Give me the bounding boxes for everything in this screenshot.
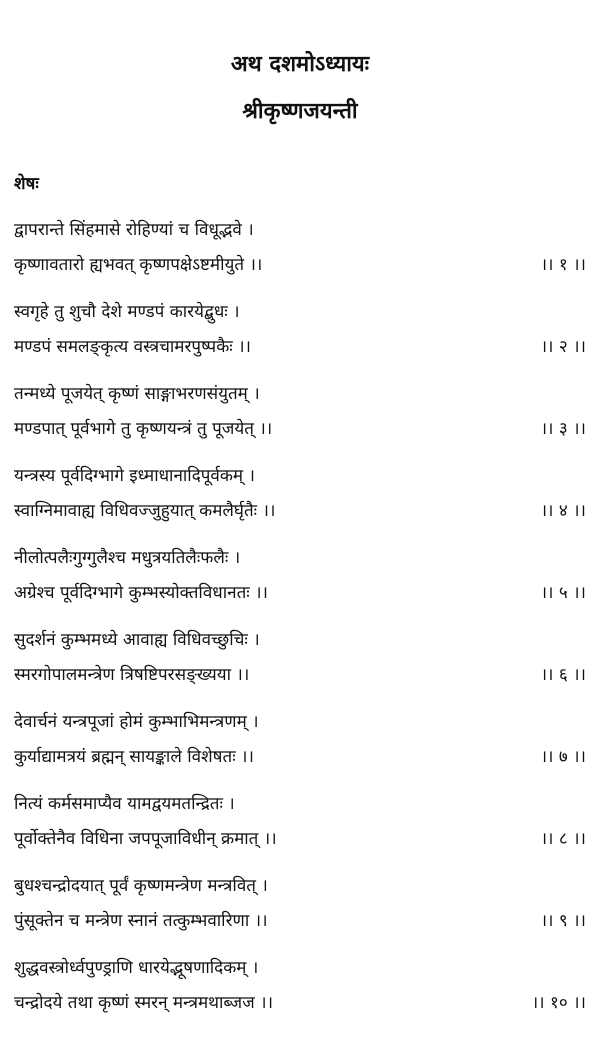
verse-line-1: द्वापरान्ते सिंहमासे रोहिण्यां च विधूद्भवे । [14,220,254,240]
verse-1 [14,218,586,300]
verse-line-1: यन्त्रस्य पूर्वदिग्भागे इध्माधानादिपूर्वकम् । [14,466,255,486]
verse-6 [14,628,586,710]
verse-7 [14,710,586,792]
verse-number: ।। ६ ।। [540,665,586,685]
verse-number: ।। ८ ।। [540,829,586,849]
verse-line-2: कुर्याद्यामत्रयं ब्रह्मन् सायङ्काले विशेषतः ।। [14,747,254,767]
verse-line-2: पूर्वोक्तेनैव विधिना जपपूजाविधीन् क्रमात् ।। [14,829,277,849]
verse-3 [14,382,586,464]
verse-number: ।। १० ।। [531,993,586,1013]
speaker-label: शेषः [14,174,39,194]
verse-8 [14,792,586,874]
verse-number: ।। ४ ।। [540,501,586,521]
verse-line-2: चन्द्रोदये तथा कृष्णं स्मरन् मन्त्रमथाब्जज ।। [14,993,274,1013]
verse-line-1: तन्मध्ये पूजयेत् कृष्णं साङ्गाभरणसंयुतम् । [14,384,260,404]
verse-number: ।। ९ ।। [540,911,586,931]
verse-number: ।। ३ ।। [540,419,586,439]
chapter-subtitle: श्रीकृष्णजयन्ती [242,99,358,124]
verse-line-1: बुधश्चन्द्रोदयात् पूर्वं कृष्णमन्त्रेण मन्त्रवित् । [14,876,268,896]
chapter-title: अथ दशमोऽध्यायः [230,52,370,77]
verse-line-2: मण्डपात् पूर्वभागे तु कृष्णयन्त्रं तु पूजयेत् ।। [14,419,273,439]
verse-line-1: देवार्चनं यन्त्रपूजां होमं कुम्भाभिमन्त्रणम् । [14,712,259,732]
verse-line-1: नीलोत्पलैःगुग्गुलैश्च मधुत्रयतिलैःफलैः । [14,548,241,568]
verse-10 [14,956,586,1038]
verse-2 [14,300,586,382]
verse-line-1: स्वगृहे तु शुचौ देशे मण्डपं कारयेद्बुधः । [14,302,240,322]
verse-number: ।। १ ।। [540,255,586,275]
verse-line-2: कृष्णावतारो ह्यभवत् कृष्णपक्षेऽष्टमीयुते ।। [14,255,263,275]
verse-line-2: मण्डपं समलङ्कृत्य वस्त्रचामरपुष्पकैः ।। [14,337,251,357]
verse-9 [14,874,586,956]
verse-line-2: पुंसूक्तेन च मन्त्रेण स्नानं तत्कुम्भवारिणा ।। [14,911,268,931]
verse-line-1: शुद्धवस्त्रोर्ध्वपुण्ड्राणि धारयेद्भूषणादिकम् । [14,958,259,978]
verse-5 [14,546,586,628]
verse-4 [14,464,586,546]
verse-line-2: स्मरगोपालमन्त्रेण त्रिषष्टिपरसङ्ख्यया ।। [14,665,250,685]
verse-line-2: स्वाग्निमावाह्य विधिवज्जुहुयात् कमलैर्घृतैः ।। [14,501,276,521]
verse-number: ।। ७ ।। [540,747,586,767]
verse-line-1: सुदर्शनं कुम्भमध्ये आवाह्य विधिवच्छुचिः । [14,630,260,650]
verse-line-2: अग्रेश्च पूर्वदिग्भागे कुम्भस्योक्तविधानतः ।। [14,583,268,603]
verse-line-1: नित्यं कर्मसमाप्यैव यामद्वयमतन्द्रितः । [14,794,235,814]
verse-number: ।। ५ ।। [540,583,586,603]
verse-list [14,218,586,1038]
verse-number: ।। २ ।। [540,337,586,357]
